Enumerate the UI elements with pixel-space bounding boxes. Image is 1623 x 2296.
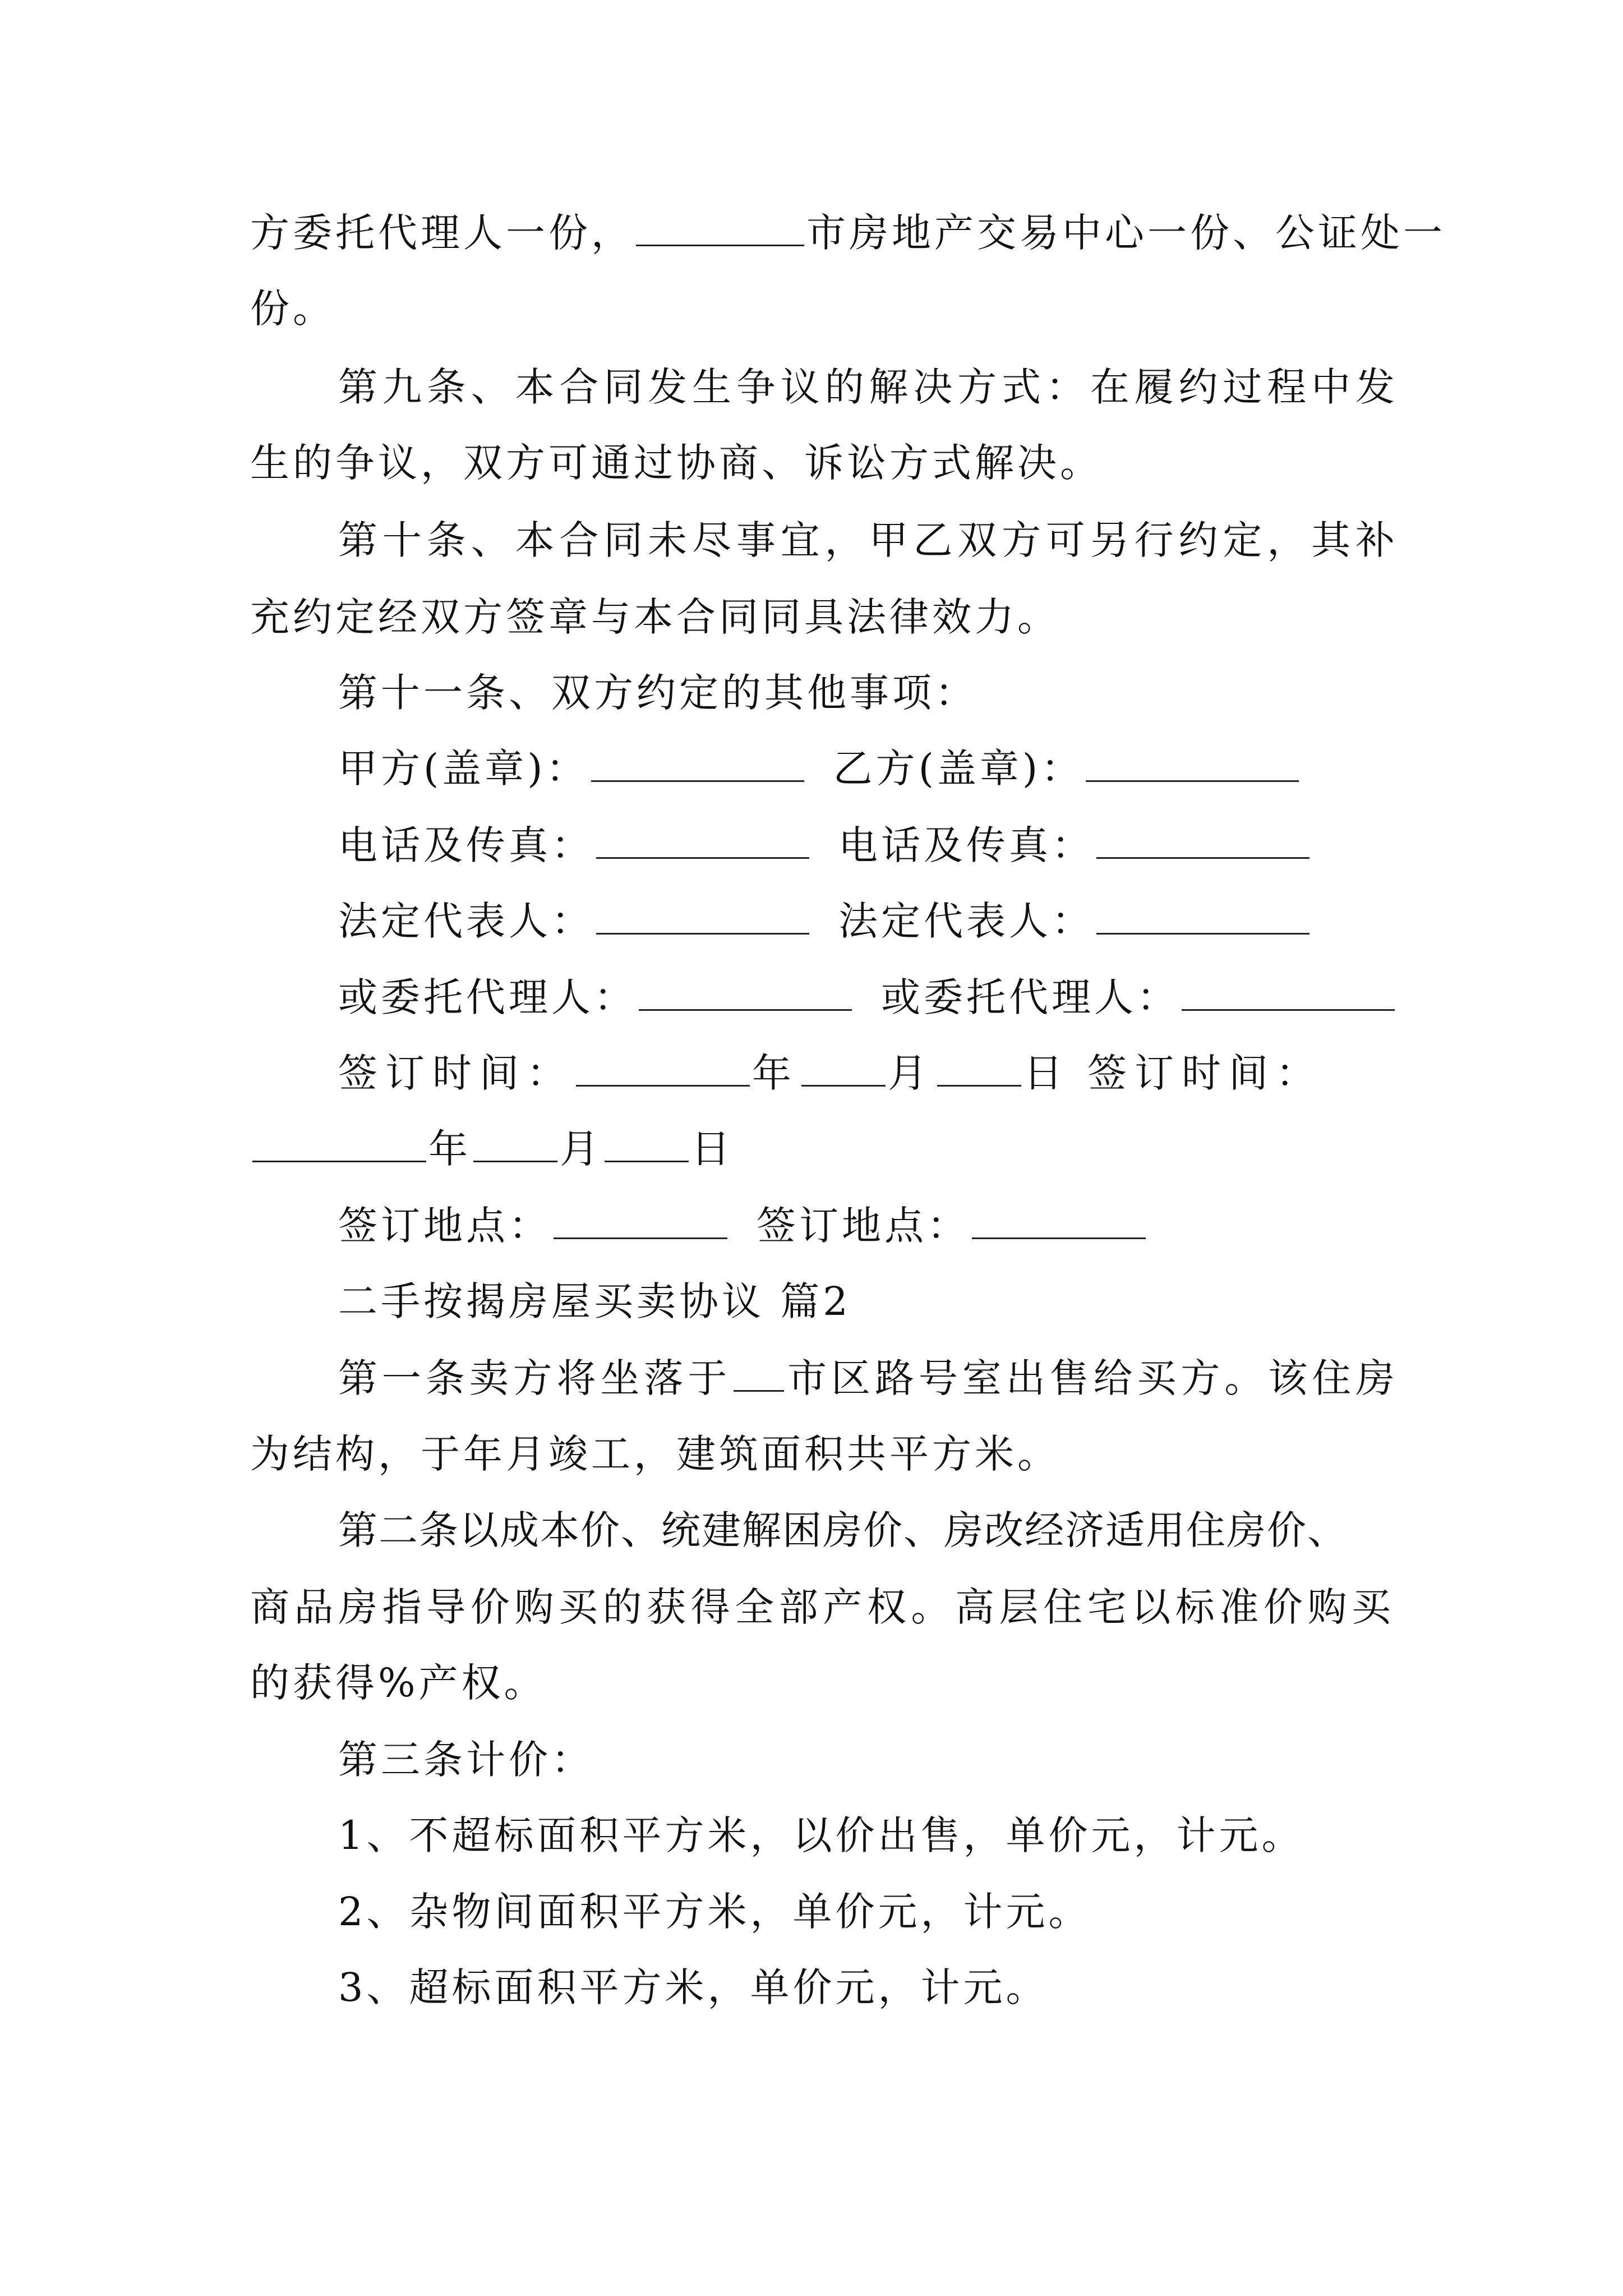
fill-blank <box>576 1084 750 1087</box>
party-a-phone-label: 电话及传真： <box>338 822 594 868</box>
article-9-line-2: 生的争议，双方可通过协商、诉讼方式解决。 <box>250 440 1103 486</box>
party-b-phone-label: 电话及传真： <box>838 822 1094 868</box>
year-label: 年 <box>428 1126 471 1172</box>
fill-blank <box>1086 780 1299 782</box>
fill-blank <box>554 1237 727 1239</box>
article-3-title: 第三条计价： <box>338 1737 594 1783</box>
text-segment: 市房地产交易中心一份、公证处一 <box>806 210 1446 256</box>
month-label: 月 <box>560 1126 602 1172</box>
fill-blank <box>252 1160 426 1162</box>
fill-blank <box>639 1009 852 1011</box>
section-title: 二手按揭房屋买卖协议 篇2 <box>338 1278 851 1324</box>
article-1-line-1 <box>338 1339 1398 1418</box>
text-line-1 <box>250 194 1446 272</box>
article-9-line-1: 第九条、本合同发生争议的解决方式：在履约过程中发 <box>338 364 1398 410</box>
fill-blank <box>801 1084 886 1087</box>
agent-line <box>338 958 1398 1037</box>
fill-blank <box>591 780 804 782</box>
article-2-line-3: 的获得%产权。 <box>250 1660 547 1706</box>
party-b-legal-rep-label: 法定代表人： <box>838 898 1094 944</box>
party-a-legal-rep-label: 法定代表人： <box>338 898 594 944</box>
article-3-item-2: 2、杂物间面积平方米，单价元，计元。 <box>338 1889 1091 1935</box>
fill-blank <box>596 932 809 935</box>
sign-time-line <box>338 1034 1398 1112</box>
fill-blank <box>1096 932 1310 935</box>
legal-rep-line <box>338 882 1398 960</box>
article-3-item-3: 3、超标面积平方米，单价元，计元。 <box>338 1964 1049 2010</box>
text-segment: 第一条卖方将坐落于 <box>338 1355 732 1401</box>
article-10-line-1: 第十条、本合同未尽事宜，甲乙双方可另行约定，其补 <box>338 517 1398 563</box>
article-1-line-2: 为结构，于年月竣工，建筑面积共平方米。 <box>250 1431 1060 1477</box>
phone-line <box>338 806 1398 885</box>
party-b-place-label: 签订地点： <box>757 1203 970 1249</box>
year-label: 年 <box>752 1050 799 1096</box>
party-a-place-label: 签订地点： <box>338 1203 551 1249</box>
text-segment: 方委托代理人一份， <box>250 210 634 256</box>
fill-blank <box>473 1160 557 1162</box>
party-b-time-label: 签订时间： <box>1087 1050 1323 1096</box>
article-2-line-2: 商品房指导价购买的获得全部产权。高层住宅以标准价购买 <box>250 1584 1394 1630</box>
sign-place-line <box>338 1186 1398 1265</box>
party-a-time-label: 签订时间： <box>338 1050 574 1096</box>
fill-blank <box>1096 857 1310 859</box>
fill-blank <box>636 244 804 246</box>
sign-time-line-2 <box>250 1110 1394 1188</box>
fill-blank <box>937 1084 1021 1087</box>
month-label: 月 <box>888 1050 935 1096</box>
article-3-item-1: 1、不超标面积平方米，以价出售，单价元，计元。 <box>338 1812 1304 1858</box>
text-segment: 市区路号室出售给买方。该住房 <box>786 1355 1399 1401</box>
text-line-2: 份。 <box>250 286 335 332</box>
fill-blank <box>734 1389 784 1392</box>
party-b-agent-label: 或委托代理人： <box>881 974 1179 1020</box>
party-b-seal-label: 乙方(盖章)： <box>833 746 1084 792</box>
party-a-agent-label: 或委托代理人： <box>338 974 637 1020</box>
article-10-line-2: 充约定经双方签章与本合同同具法律效力。 <box>250 594 1060 640</box>
fill-blank <box>1182 1009 1395 1011</box>
day-label: 日 <box>691 1126 734 1172</box>
fill-blank <box>972 1237 1146 1239</box>
party-a-seal-label: 甲方(盖章)： <box>338 746 589 792</box>
article-11-line: 第十一条、双方约定的其他事项： <box>338 670 978 716</box>
seal-line <box>338 729 1398 808</box>
fill-blank <box>596 857 809 859</box>
fill-blank <box>605 1160 689 1162</box>
article-2-line-1: 第二条以成本价、统建解困房价、房改经济适用住房价、 <box>338 1507 1348 1553</box>
day-label: 日 <box>1023 1050 1071 1096</box>
